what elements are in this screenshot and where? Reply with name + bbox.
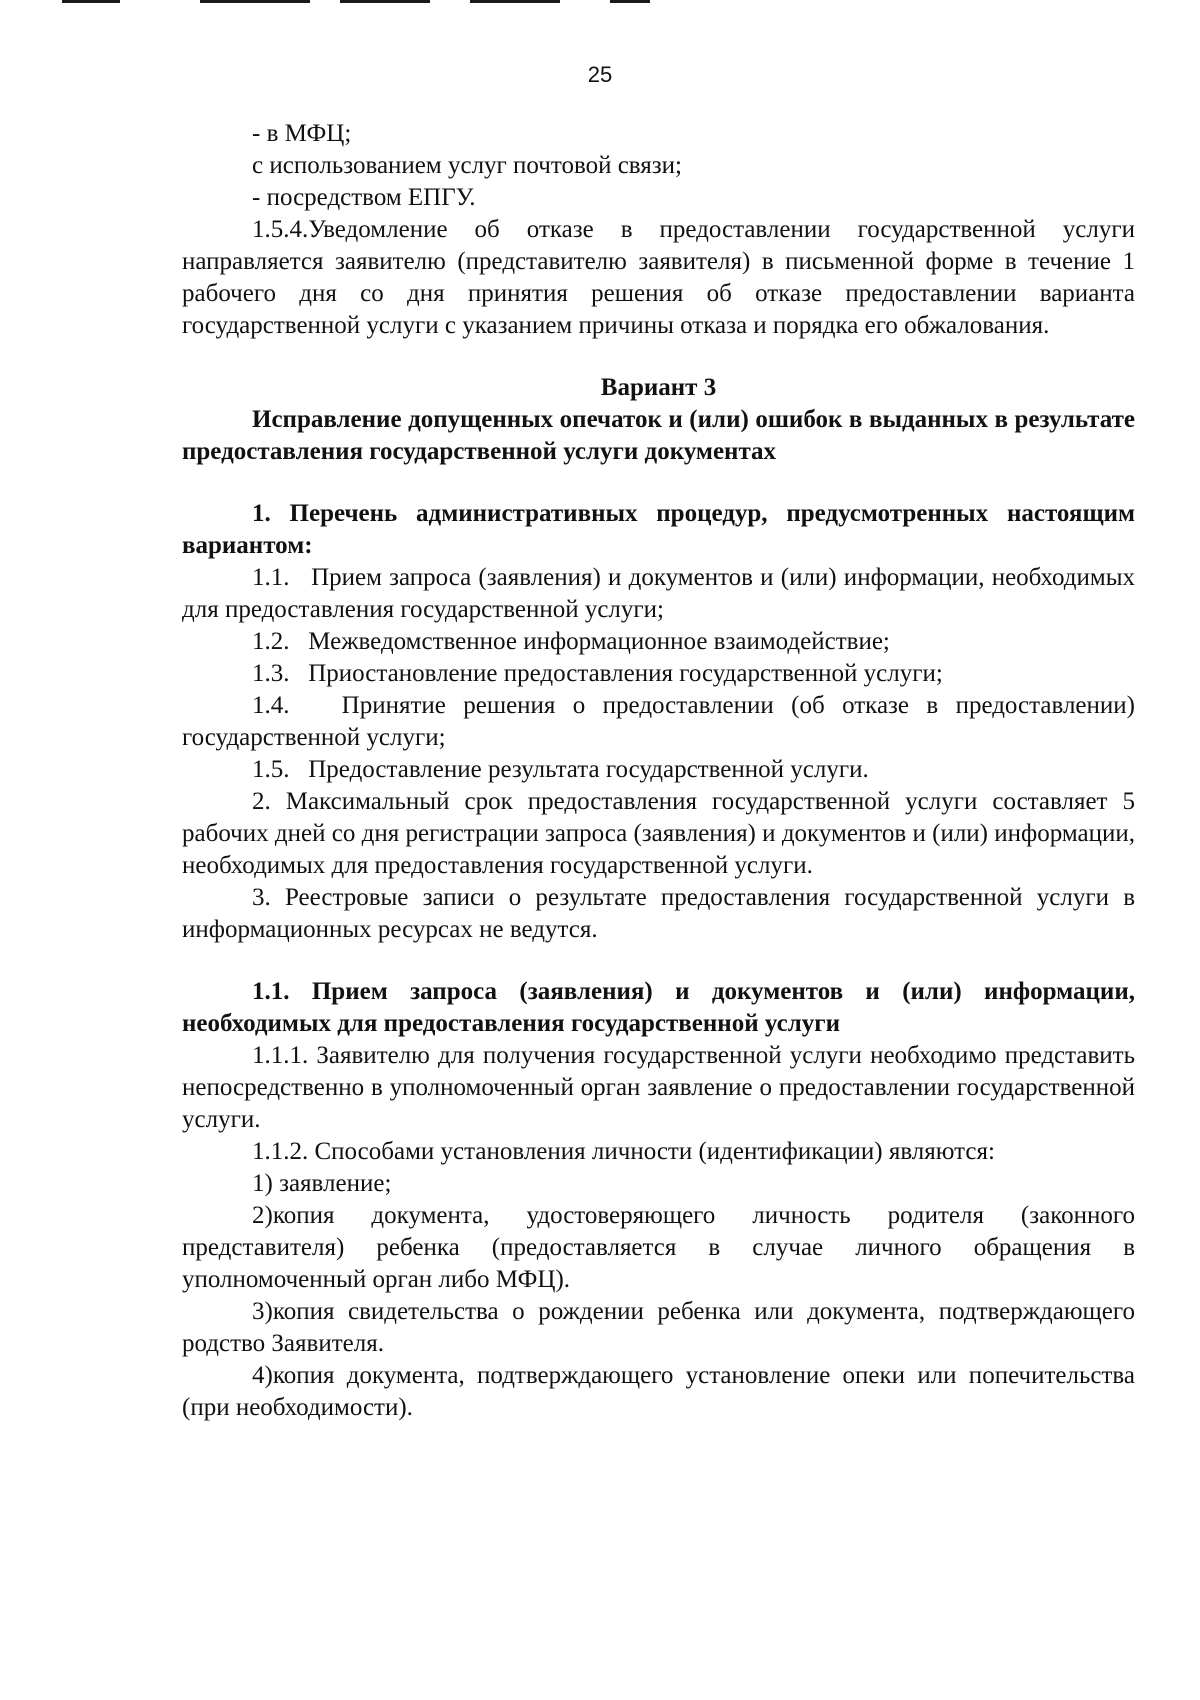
list-item: 1.5. Предоставление результата государственной услуги.	[252, 756, 869, 783]
scan-artifact-line	[200, 0, 310, 3]
scan-artifact-line	[470, 0, 560, 3]
list-item: 1.1. Прием запроса (заявления) и документов и (или) информации, необходимых для предоставления государственной услуги;	[182, 564, 1142, 623]
section-1-heading: 1. Перечень административных процедур, предусмотренных настоящим вариантом:	[182, 500, 1135, 559]
list-item: 1.4. Принятие решения о предоставлении (об отказе в предоставлении) государственной услуги;	[182, 692, 1142, 751]
list-item: 2)копия документа, удостоверяющего личность родителя (законного представителя) ребенка (предоставляется в случае личного обращения в уполномоченный орган либо МФЦ).	[182, 1202, 1135, 1293]
list-item: 1.3. Приостановление предоставления государственной услуги;	[252, 660, 943, 687]
page-number: 25	[587, 62, 613, 87]
paragraph-1-5-4: 1.5.4.Уведомление об отказе в предоставлении государственной услуги направляется заявителю (представителю заявителя) в письменной форме в течение 1 рабочего дня со дня принятия решения об отказе предоставлении варианта государственной услуги с указанием причины отказа и порядка его обжалования.	[182, 216, 1135, 339]
scan-artifact-line	[610, 0, 650, 3]
section-1-1-heading: 1.1. Прием запроса (заявления) и документов и (или) информации, необходимых для предоставления государственной услуги	[182, 978, 1135, 1037]
list-item: 1) заявление;	[252, 1170, 392, 1197]
text-line: - в МФЦ;	[252, 120, 352, 147]
paragraph-1-1-2: 1.1.2. Способами установления личности (идентификации) являются:	[252, 1138, 995, 1165]
paragraph-2: 2. Максимальный срок предоставления государственной услуги составляет 5 рабочих дней со дня регистрации запроса (заявления) и документов и (или) информации, необходимых для предоставления государственной услуги.	[182, 788, 1135, 879]
paragraph-3: 3. Реестровые записи о результате предоставления государственной услуги в информационных ресурсах не ведутся.	[182, 884, 1135, 943]
scan-artifact-line	[62, 0, 120, 3]
text-line: с использованием услуг почтовой связи;	[252, 152, 682, 179]
paragraph-1-1-1: 1.1.1. Заявителю для получения государственной услуги необходимо представить непосредственно в уполномоченный орган заявление о предоставлении государственной услуги.	[182, 1042, 1135, 1133]
document-body	[182, 118, 1142, 1424]
text-line: - посредством ЕПГУ.	[252, 184, 476, 211]
variant-subtitle: Исправление допущенных опечаток и (или) ошибок в выданных в результате предоставления государственной услуги документах	[182, 406, 1135, 465]
scan-artifact-line	[340, 0, 430, 3]
variant-title: Вариант 3	[600, 374, 717, 401]
list-item: 3)копия свидетельства о рождении ребенка или документа, подтверждающего родство Заявителя.	[182, 1298, 1135, 1357]
list-item: 1.2. Межведомственное информационное взаимодействие;	[252, 628, 890, 655]
list-item: 4)копия документа, подтверждающего установление опеки или попечительства (при необходимости).	[182, 1362, 1135, 1421]
